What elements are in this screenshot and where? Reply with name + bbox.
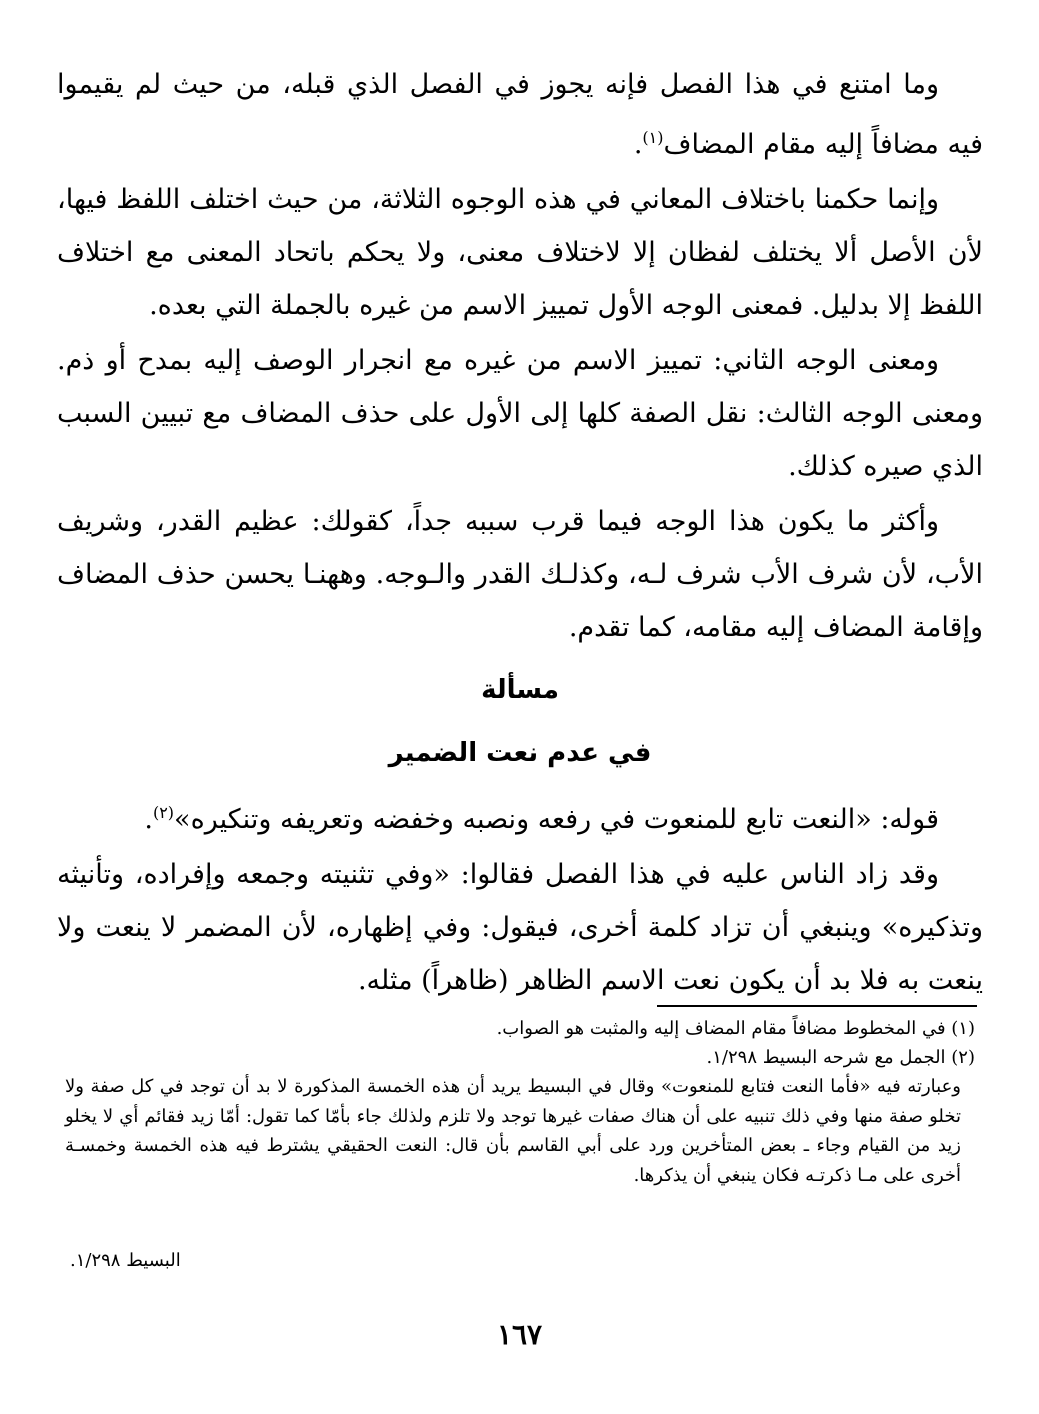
footnote-divider xyxy=(657,1005,977,1007)
paragraph-2: وإنما حكمنا باختلاف المعاني في هذه الوجوه الثلاثة، من حيث اختلف اللفظ فيها، لأن الأصل ألا يختلف لفظان إلا لاختلاف معنى، ولا يحكم باتحاد المعنى مع اختلاف اللفظ إلا بدليل. فمعنى الوجه الأول تمييز الاسم من غيره بالجملة التي بعده. xyxy=(57,184,983,321)
paragraph-1-end: . xyxy=(633,129,643,160)
footnote-1: (١) في المخطوط مضافاً مقام المضاف إليه والمثبت هو الصواب. xyxy=(496,1018,975,1039)
paragraph-5 xyxy=(57,786,983,846)
page-number: ١٦٧ xyxy=(496,1318,543,1351)
footnote-ref-1: (١) xyxy=(642,128,664,147)
paragraph-5-text: قوله: «النعت تابع للمنعوت في رفعه ونصبه وخفضه وتعريفه وتنكيره» xyxy=(174,804,939,835)
paragraph-1 xyxy=(57,58,983,171)
paragraph-5-end: . xyxy=(144,804,153,835)
main-text xyxy=(57,58,983,1009)
footnote-2: (٢) الجمل مع شرحه البسيط ١/٢٩٨. xyxy=(706,1047,975,1068)
paragraph-3: ومعنى الوجه الثاني: تمييز الاسم من غيره مع انجرار الوصف إليه بمدح أو ذم. ومعنى الوجه الثالث: نقل الصفة كلها إلى الأول على حذف المضاف مع تبيين السبب الذي صيره كذلك. xyxy=(57,345,983,482)
footnote-ref-2: (٢) xyxy=(152,803,175,822)
footnotes xyxy=(65,1014,975,1190)
paragraph-6: وقد زاد الناس عليه في هذا الفصل فقالوا: «وفي تثنيته وجمعه وإفراده، وتأنيثه وتذكيره» وينبغي أن تزاد كلمة أخرى، فيقول: وفي إظهاره، لأن المضمر لا ينعت ولا ينعت به فلا بد أن يكون نعت الاسم الظاهر (ظاهراً) مثله. xyxy=(57,859,983,996)
footnote-2-text: وعبارته فيه «فأما النعت فتابع للمنعوت» وقال في البسيط يريد أن هذه الخمسة المذكورة لا بد أن توجد في كل صفة ولا تخلو صفة منها وفي ذلك تنبيه على أن هناك صفات غيرها توجد ولا تلزم ولذلك جاء بأمّا كما تقول: أمّا زيد فقائم أي لا يخلو زيد من القيام وجاء ـ بعض المتأخرين ورد على أبي القاسم بأن قال: النعت الحقيقي يشترط فيه هذه الخمسة وخمسـة أخرى على مـا ذكرتـه فكان ينبغي أن يذكرها. xyxy=(65,1076,961,1186)
section-label: مسألة xyxy=(481,675,559,705)
section-title: في عدم نعت الضمير xyxy=(388,738,652,768)
footnote-2-source: البسيط ١/٢٩٨. xyxy=(70,1250,181,1271)
paragraph-4: وأكثر ما يكون هذا الوجه فيما قرب سببه جداً، كقولك: عظيم القدر، وشريف الأب، لأن شرف الأب شرف لـه، وكذلـك القدر والـوجه. وههنـا يحسن حذف المضاف وإقامة المضاف إليه مقامه، كما تقدم. xyxy=(57,506,983,643)
paragraph-1-text: وما امتنع في هذا الفصل فإنه يجوز في الفصل الذي قبله، من حيث لم يقيموا فيه مضافاً إليه مقام المضاف xyxy=(57,69,983,160)
